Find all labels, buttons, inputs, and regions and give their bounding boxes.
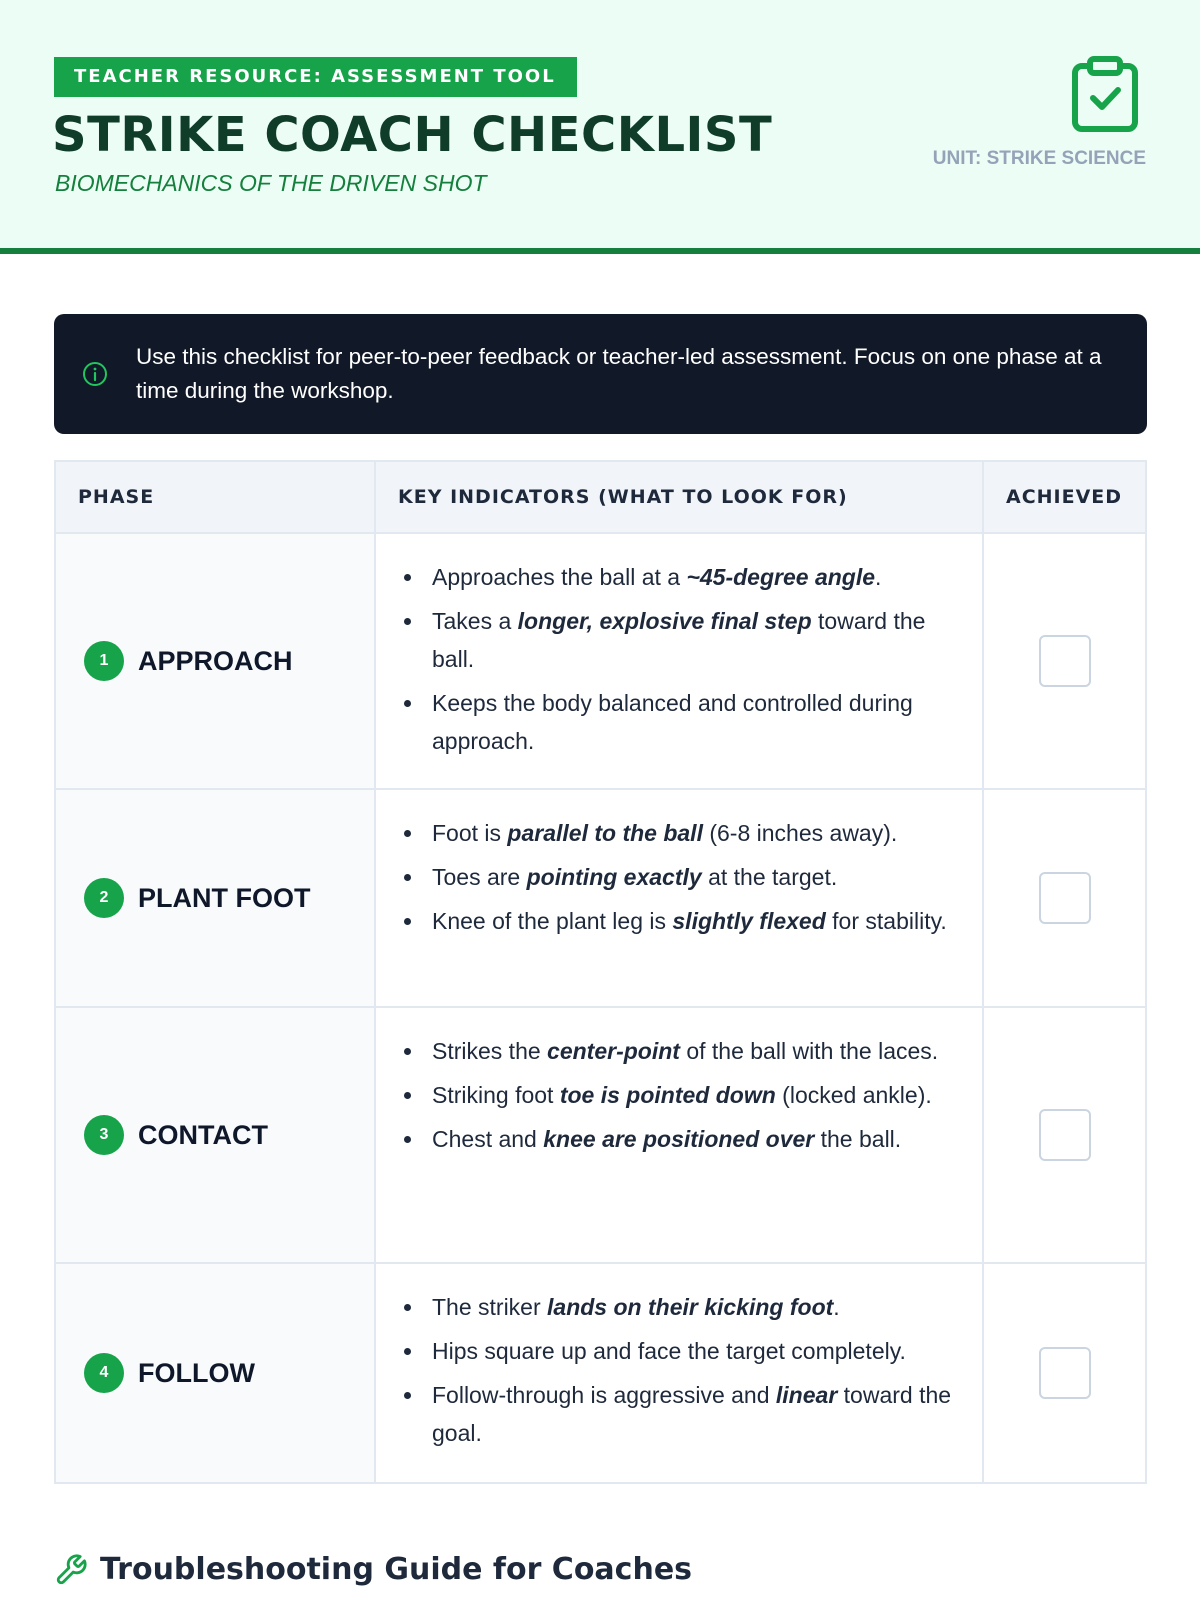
indicator-text: Toes are [432,864,527,890]
indicator-list [398,558,952,760]
unit-label: UNIT: STRIKE SCIENCE [932,148,1146,169]
troubleshooting-title: Troubleshooting Guide for Coaches [100,1552,693,1587]
indicator-item [398,558,952,596]
indicator-item [398,858,952,896]
resource-badge: TEACHER RESOURCE: ASSESSMENT TOOL [54,57,577,97]
indicator-text: Hips square up and face the target completely. [432,1338,906,1364]
page-subtitle: BIOMECHANICS OF THE DRIVEN SHOT [55,170,487,196]
indicator-text: Chest and [432,1126,544,1152]
indicator-text: The striker [432,1294,548,1320]
achieved-checkbox[interactable] [1039,1347,1091,1399]
page-title: STRIKE COACH CHECKLIST [52,107,773,163]
indicator-text: . [875,564,882,590]
wrench-icon [54,1553,88,1587]
indicator-item [398,1376,952,1452]
indicator-list [398,814,952,940]
table-row [56,1264,1145,1482]
page-header [0,0,1200,254]
phase-cell [56,790,376,1006]
indicator-item [398,1076,952,1114]
indicator-text: Knee of the plant leg is [432,908,673,934]
phase-name: APPROACH [138,645,293,676]
indicator-emphasis: lands on their kicking foot [547,1294,834,1320]
achieved-cell [984,790,1145,1006]
indicator-text: Follow-through is aggressive and [432,1382,776,1408]
indicator-item [398,1332,952,1370]
indicator-item [398,684,952,760]
phase-name: PLANT FOOT [138,882,311,913]
indicator-emphasis: knee are positioned over [543,1126,815,1152]
indicator-item [398,902,952,940]
indicator-text: (locked ankle). [775,1082,932,1108]
troubleshooting-heading [54,1552,692,1587]
table-header [56,462,1145,534]
indicator-text: Takes a [432,608,518,634]
indicator-emphasis: parallel to the ball [507,820,703,846]
phase-number-badge: 1 [84,641,124,681]
indicator-emphasis: linear [775,1382,838,1408]
achieved-checkbox[interactable] [1039,872,1091,924]
indicator-list [398,1032,952,1158]
header-indicators: KEY INDICATORS (WHAT TO LOOK FOR) [376,462,984,532]
header-phase: PHASE [56,462,376,532]
achieved-cell [984,1264,1145,1482]
table-row [56,534,1145,790]
phase-name: FOLLOW [138,1357,255,1388]
phase-cell [56,534,376,788]
indicator-emphasis: pointing exactly [526,864,702,890]
instructions-box [54,314,1147,434]
indicator-text: at the target. [701,864,838,890]
indicator-text: Keeps the body balanced and controlled during approach. [432,690,913,754]
indicator-text: the ball. [814,1126,902,1152]
indicator-text: Foot is [432,820,508,846]
indicator-text: of the ball with the laces. [679,1038,939,1064]
indicator-emphasis: center-point [547,1038,680,1064]
indicator-item [398,1120,952,1158]
indicator-emphasis: longer, explosive final step [517,608,812,634]
table-row [56,1008,1145,1264]
achieved-checkbox[interactable] [1039,1109,1091,1161]
header-achieved: ACHIEVED [1006,486,1123,508]
phase-number-badge: 4 [84,1353,124,1393]
phase-name: CONTACT [138,1119,268,1150]
indicator-emphasis: toe is pointed down [559,1082,776,1108]
indicator-item [398,1032,952,1070]
indicator-list [398,1288,952,1452]
indicator-text: . [833,1294,840,1320]
indicator-item [398,602,952,678]
phase-cell [56,1008,376,1262]
indicators-cell [376,790,984,1006]
info-icon [82,361,108,387]
clipboard-check-icon [1072,56,1138,132]
indicator-text: toward the goal. [432,1382,952,1446]
indicator-item [398,814,952,852]
phase-cell [56,1264,376,1482]
indicator-text: Striking foot [432,1082,560,1108]
table-row [56,790,1145,1008]
indicators-cell [376,1264,984,1482]
indicator-item [398,1288,952,1326]
instructions-text: Use this checklist for peer-to-peer feedback or teacher-led assessment. Focus on one phase at a time during the workshop. [136,344,1102,403]
indicator-emphasis: slightly flexed [672,908,826,934]
indicator-emphasis: ~45-degree angle [686,564,876,590]
indicator-text: Approaches the ball at a [432,564,687,590]
indicator-text: toward the ball. [432,608,926,672]
indicators-cell [376,1008,984,1262]
achieved-cell [984,1008,1145,1262]
table-body [56,534,1145,1482]
achieved-cell [984,534,1145,788]
phase-number-badge: 3 [84,1115,124,1155]
indicator-text: for stability. [825,908,947,934]
indicators-cell [376,534,984,788]
checklist-table [54,460,1147,1484]
phase-number-badge: 2 [84,878,124,918]
indicator-text: Strikes the [432,1038,548,1064]
indicator-text: (6-8 inches away). [702,820,898,846]
achieved-checkbox[interactable] [1039,635,1091,687]
